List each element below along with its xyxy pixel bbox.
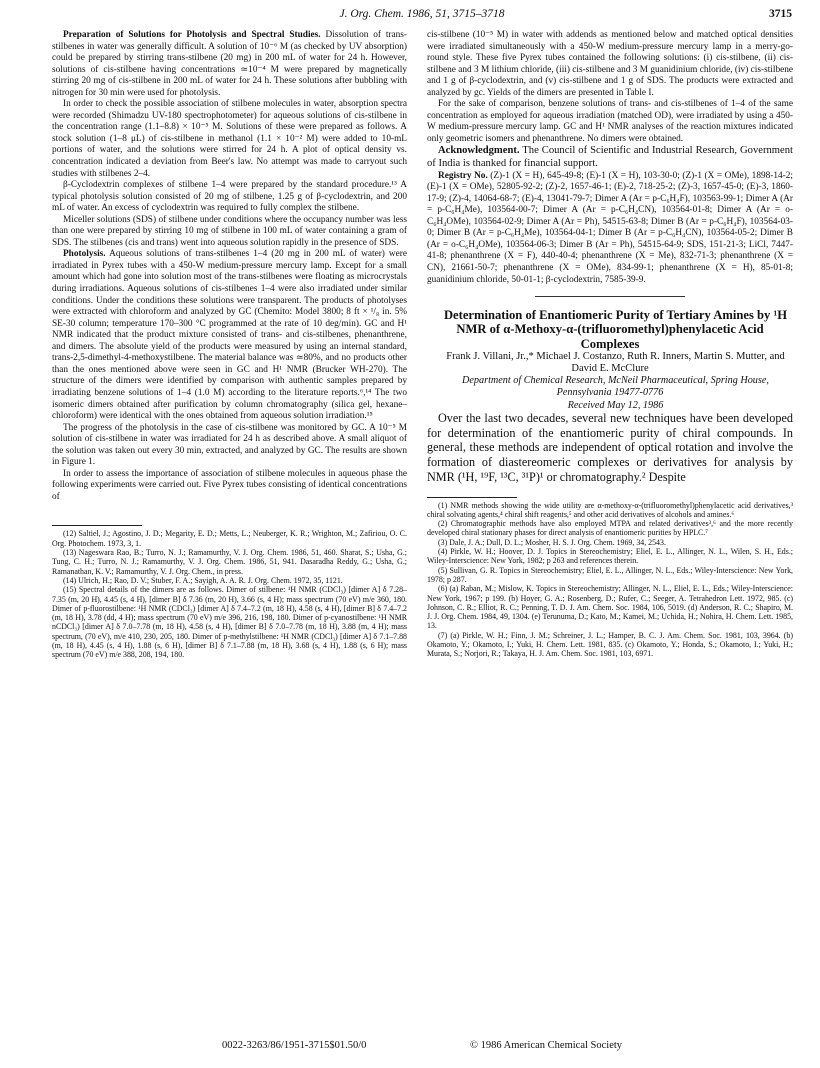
acknowledgment-runin: Acknowledgment. (438, 145, 520, 157)
right-body-text (427, 30, 793, 145)
page-footer (52, 1040, 792, 1054)
registry-text: (Z)-1 (X = H), 645-49-8; (E)-1 (X = H), 103-30-0; (Z)-1 (X = OMe), 1898-14-2; (E)-1 (X = OMe), 52805-92-2; (Z)-2, 1657-46-1; (E)-2, 718-25-2; (Z)-3, 1657-45-0; (E)-3, 1860-17-9; (Z)-4, 14064-68-7; (E)-4, 13041-79-7; Dimer A (Ar = p-C₆H₄F), 103563-99-1; Dimer A (Ar = p-C₆H₄Me), 103564-00-7; Dimer A (Ar = p-C₆H₄CN), 103564-01-8; Dimer A (Ar = o-C₆H₄OMe), 103564-02-9; Dimer A (Ar = Ph), 54515-63-8; Dimer B (Ar = p-C₆H₄F), 103564-03-0; Dimer B (Ar = p-C₆H₄Me), 103564-04-1; Dimer B (Ar = p-C₆H₄CN), 103564-05-2; Dimer B (Ar = o-C₆H₄OMe), 103564-06-3; Dimer B (Ar = Ph), 54515-64-9; SDS, 151-21-3; LiCl, 7447-41-8; phenanthrene (X = F), 440-40-4; phenanthrene (X = Me), 832-71-3; phenanthrene (X = CN), 21661-50-7; phenanthrene (X = OMe), 834-99-1; phenanthrene (X = H), 85-01-8; guanidinium chloride, 50-01-1; β-cyclodextrin, 7585-39-9. (427, 170, 793, 285)
section-runin-photolysis: Photolysis. (63, 249, 106, 260)
left-footnotes (52, 529, 407, 659)
right-footnotes (427, 501, 793, 659)
acknowledgment-text: The Council of Scientific and Industrial Research, Government of India is thanked for financial support. (427, 145, 793, 170)
footnote-6: (6) (a) Raban, M.; Mislow, K. Topics in Stereochemistry; Allinger, N. L., Eliel, E. L., Eds.; Wiley-Interscience: New York, 1967; p 199. (b) Hoyer, G. A.; Rosenberg, D.; Rufer, C.; Seeger, A. Tetrahedron Lett. 1972, 985. (c) Johnson, C. R.; Elliot, R. C.; Penning, T. D. J. Am. Chem. Soc. 1984, 106, 5019. (d) Anderson, R. C.; Shapiro, M. J. J. Org. Chem. 1984, 49, 1304. (e) Terunuma, D.; Kato, M.; Kamei, M.; Uchida, H.; Nohira, H. Chem. Lett. 1985, 13. (427, 584, 793, 631)
registry-runin: Registry No. (438, 170, 488, 181)
left-column (52, 30, 407, 660)
footnote-3: (3) Dale, J. A.; Dull, D. L.; Mosher, H. S. J. Org. Chem. 1969, 34, 2543. (438, 537, 666, 547)
article-opening-paragraph: Over the last two decades, several new techniques have been developed for determination of the enantiomeric purity of chiral compounds. In general, these methods are independent of optical rotation and involve the formation of diastereomeric complexes or derivatives for analysis by NMR (¹H, ¹⁹F, ¹³C, ³¹P)¹ or chromatography.² Despite (427, 411, 793, 484)
footnote-13: (13) Nageswara Rao, B.; Turro, N. J.; Ramamurthy, V. J. Org. Chem. 1986, 51, 460. Sharat, S.; Usha, G.; Tung, C. H.; Turro, N. J.; Ramamurthy, V. J. Org. Chem. 1986, 51, 941. Dasaradha Reddy, G.; Usha, G.; Ramanathan, K. V.; Ramamurthy, V. J. Org. Chem., in press. (52, 548, 407, 576)
footnote-4: (4) Pirkle, W. H.; Hoover, D. J. Topics in Stereochemistry; Eliel, E. L., Allinger, N. L., Wilen, S. H., Eds.; Wiley-Interscience: New York, 1982; p 263 and references therein. (427, 547, 793, 566)
paragraph-comparison (427, 99, 793, 145)
paragraph-text: For the sake of comparison, benzene solutions of trans- and cis-stilbenes of 1–4 of the same concentration as employed for aqueous irradiation (matched OD), were irradiated by using a 450-W medium-pressure mercury lamp. GC and H¹ NMR analyses of the reaction mixtures indicated only geometric isomers and phenanthrene. No dimers were obtained. (427, 99, 793, 144)
right-column (427, 30, 793, 659)
registry-numbers (427, 171, 793, 286)
copyright-notice: © 1986 American Chemical Society (470, 1040, 623, 1051)
paragraph-micelles (52, 215, 407, 250)
footnote-12: (12) Saltiel, J.; Agostino, J. D.; Megarity, E. D.; Metts, L.; Neuberger, K. R.; Wrighton, M.; Zafiriou, O. C. Org. Photochem. 1973, 3, 1. (52, 529, 407, 548)
left-body-text (52, 30, 407, 503)
footnote-15: (15) Spectral details of the dimers are as follows. Dimer of stilbene: ¹H NMR (CDCl₃) [dimer A] δ 7.28–7.35 (m, 20 H), 4.45 (s, 4 H), [dimer B] δ 7.36 (m, 20 H), 3.66 (s, 4 H); mass spectrum (70 eV) m/e 360, 180. Dimer of p-fluorostilbene: ¹H NMR (CDCl₃) [dimer A] δ 7.4–7.2 (m, 18 H), 4.58 (s, 4 H), [dimer B] δ 7.4–7.2 (m, 18 H), 3.78 (dd, 4 H); mass spectrum (70 eV) m/e 396, 216, 198, 180. Dimer of p-cyanostilbene: ¹H NMR nCDCl₃) [dimer A] δ 7.0–7.78 (m, 18 H), 4.58 (s, 4 H), [dimer B] δ 7.0–7.78 (m, 18 H), 3.88 (m, 4 H); mass spectrum, (70 eV), m/e 410, 230, 205, 180. Dimer of p-methylstilbene: ¹H NMR (CDCl₃) [dimer A] δ 7.1–7.88 (m, 18 H), 4.45 (s, 4 H), 1.88 (s, 6 H), [dimer B] δ 7.1–7.88 (m, 18 H), 3.68 (s, 4 H), 1.88 (s, 6 H); mass spectrum (70 eV) m/e 388, 208, 194, 180. (52, 585, 407, 660)
publication-code: 0022-3263/86/1951-3715$01.50/0 (222, 1040, 367, 1051)
acknowledgment (427, 145, 793, 170)
footnote-14: (14) Ulrich, H.; Rao, D. V.; Stuber, F. A.; Sayigh, A. A. R. J. Org. Chem. 1972, 35, 1121. (63, 575, 343, 585)
paragraph-photolysis (52, 249, 407, 422)
footnote-2: (2) Chromatographic methods have also employed MTPA and related derivatives³,⁶ and the more recently developed chiral stationary phases for direct analysis of enantiomeric purities by HPLC.⁷ (427, 519, 793, 538)
article-affiliation: Department of Chemical Research, McNeil Pharmaceutical, Spring House, Pennsylvania 19477-0776 (462, 375, 769, 399)
paragraph-text: The progress of the photolysis in the case of cis-stilbene was monitored by GC. A 10⁻⁵ M solution of cis-stilbene in water was irradiated for 24 h as described above. A small aliquot of the solution was taken out every 30 min, extracted, and analyzed by GC. The results are shown in Figure 1. (52, 422, 407, 468)
paragraph-continuation (427, 30, 793, 99)
paragraph-preparation (52, 30, 407, 99)
footnote-1: (1) NMR methods showing the wide utility are α-methoxy-α-(trifluoromethyl)phenylacetic acid derivatives,³ chiral solvating agents,⁴ chiral shift reagents,⁵ and other acid derivatives of alcohols and amines.⁶ (427, 500, 793, 519)
page-number: 3715 (769, 8, 792, 20)
footnote-7: (7) (a) Pirkle, W. H.; Finn, J. M.; Schreiner, J. L.; Hamper, B. C. J. Am. Chem. Soc. 1981, 103, 3964. (b) Okamoto, Y.; Okamoto, I.; Yuki, H. Chem. Lett. 1981, 835. (c) Okamoto, Y.; Honda, S.; Okamoto, I.; Yuki, H.; Murata, S.; Norjori, R.; Takaya, H. J. Am. Chem. Soc. 1981, 103, 6971. (427, 630, 793, 659)
paragraph-text: β-Cyclodextrin complexes of stilbene 1–4 were prepared by the standard procedure.¹³ A typical photolysis solution consisted of 20 mg of stilbene, 1.25 g of β-cyclodextrin, and 200 mL of water. An excess of cyclodextrin was required to fully complex the stilbene. (52, 180, 407, 214)
paragraph-association (52, 99, 407, 180)
paragraph-text: Dissolution of trans-stilbenes in water was generally difficult. A solution of 10⁻⁶ M (as checked by UV absorption) could be prepared by stirring trans-stilbene (20 mg) in 200 mL of water for 24 h. However, solutions of cis-stilbene having concentrations ≃10⁻⁴ M were prepared by magnetically stirring 20 mg of cis-stilbene in 200 mL of water for 24 h. These solutions after bubbling with nitrogen for 30 min were used for photolysis. (52, 30, 407, 98)
footnote-divider (52, 525, 142, 526)
received-date: Received May 12, 1986 (567, 399, 664, 411)
article-title: Determination of Enantiomeric Purity of Tertiary Amines by ¹H NMR of α-Methoxy-α-(trifluoromethyl)phenylacetic Acid Complexes (443, 308, 788, 351)
paragraph-text: In order to assess the importance of association of stilbene molecules in aqueous phase the following experiments were carried out. Five Pyrex tubes consisting of identical concentrations of (52, 468, 407, 502)
paragraph-text: In order to check the possible association of stilbene molecules in water, absorption spectra were recorded (Shimadzu UV-180 spectrophotometer) for aqueous solutions of cis-stilbene in the concentration range (1.1–8.8) × 10⁻⁵ M. Solutions of these were prepared as follows. A stock solution (1–8 μL) of cis-stilbene in methanol (1.1 × 10⁻² M) were added to 10-mL portions of water, and the solutions were stirred for 24 h. A plot of optical density vs. concentration indicated a deviation from Beer's law. No attempt was made to carryout such studies with stilbenes 2–4. (52, 99, 407, 179)
paragraph-text: Miceller solutions (SDS) of stilbene under conditions where the occupancy number was less than one were prepared by stirring 10 mg of stilbene in 100 mL of water containing a gram of SDS. The stilbenes (cis and trans) went into aqueous solution rapidly in the presence of SDS. (52, 214, 407, 248)
footnote-divider (427, 497, 517, 498)
article-authors: Frank J. Villani, Jr.,* Michael J. Costanzo, Ruth R. Inners, Martin S. Mutter, and David E. McClure (446, 350, 785, 375)
paragraph-text: Aqueous solutions of trans-stilbenes 1–4 (20 mg in 200 mL of water) were irradiated in Pyrex tubes with a 450-W medium-pressure mercury lamp. Except for a small amount which had gone into solution most of the trans-stilbenes were floating as microcrystals during irradiations. Aqueous solutions of cis-stilbenes 1–4 were also irradiated under similar conditions. Under the conditions these solutions were transparent. The products of photolyses were extracted with chloroform and analyzed by GC (Chemito: Model 3800; 8 ft × ¹/₈ in. 5% SE-30 column; temperature 170–300 °C programmed at the rate of 10 deg/min). GC and H¹ NMR indicated that the product mixture consisted of trans- and cis-stilbenes, phenanthrene, and dimers. The absolute yield of the products were measured by using an internal standard, trans-2,5-dimethyl-4-methoxystilbene. The material balance was ≃80%, and no products other than the ones mentioned above were seen in GC and H¹ NMR (Brucker WH-270). The structure of the dimers were identified by comparison with authentic samples prepared by irradiating benzene solutions of 1–4 (1.0 M) according to the literature reports.⁶,¹⁴ The two isomeric dimers obtained after purification by column chromatography (silica gel, hexane–chloroform) were identical with the ones obtained from aqueous solution irradiation.¹⁵ (52, 249, 407, 422)
article-divider (535, 296, 685, 297)
section-runin-preparation: Preparation of Solutions for Photolysis and Spectral Studies. (63, 30, 321, 40)
paragraph-text: cis-stilbene (10⁻⁵ M) in water with addends as mentioned below and matched optical densities were irradiated simultaneously with a 450-W medium-pressure mercury lamp in a merry-go-round style. These five Pyrex tubes contained the following solutions: (i) cis-stilbene, (ii) cis-stilbene and 3 M lithium chloride, (iii) cis-stilbene and 3 M guanidinium chloride, (iv) cis-stilbene and 1 g of β-cyclodextrin, and (v) cis-stilbene and 1 g of SDS. The products were extracted and analyzed by gc. Yields of the dimers are presented in Table I. (427, 30, 793, 98)
paragraph-cyclodextrin (52, 180, 407, 215)
running-header (52, 8, 792, 24)
footnote-5: (5) Sullivan, G. R. Topics in Stereochemistry; Eliel, E. L., Allinger, N. L., Eds.; Wiley-Interscience: New York, 1978; p 287. (427, 565, 793, 584)
paragraph-progress (52, 423, 407, 469)
paragraph-assess (52, 469, 407, 504)
journal-citation: J. Org. Chem. 1986, 51, 3715–3718 (339, 8, 505, 20)
